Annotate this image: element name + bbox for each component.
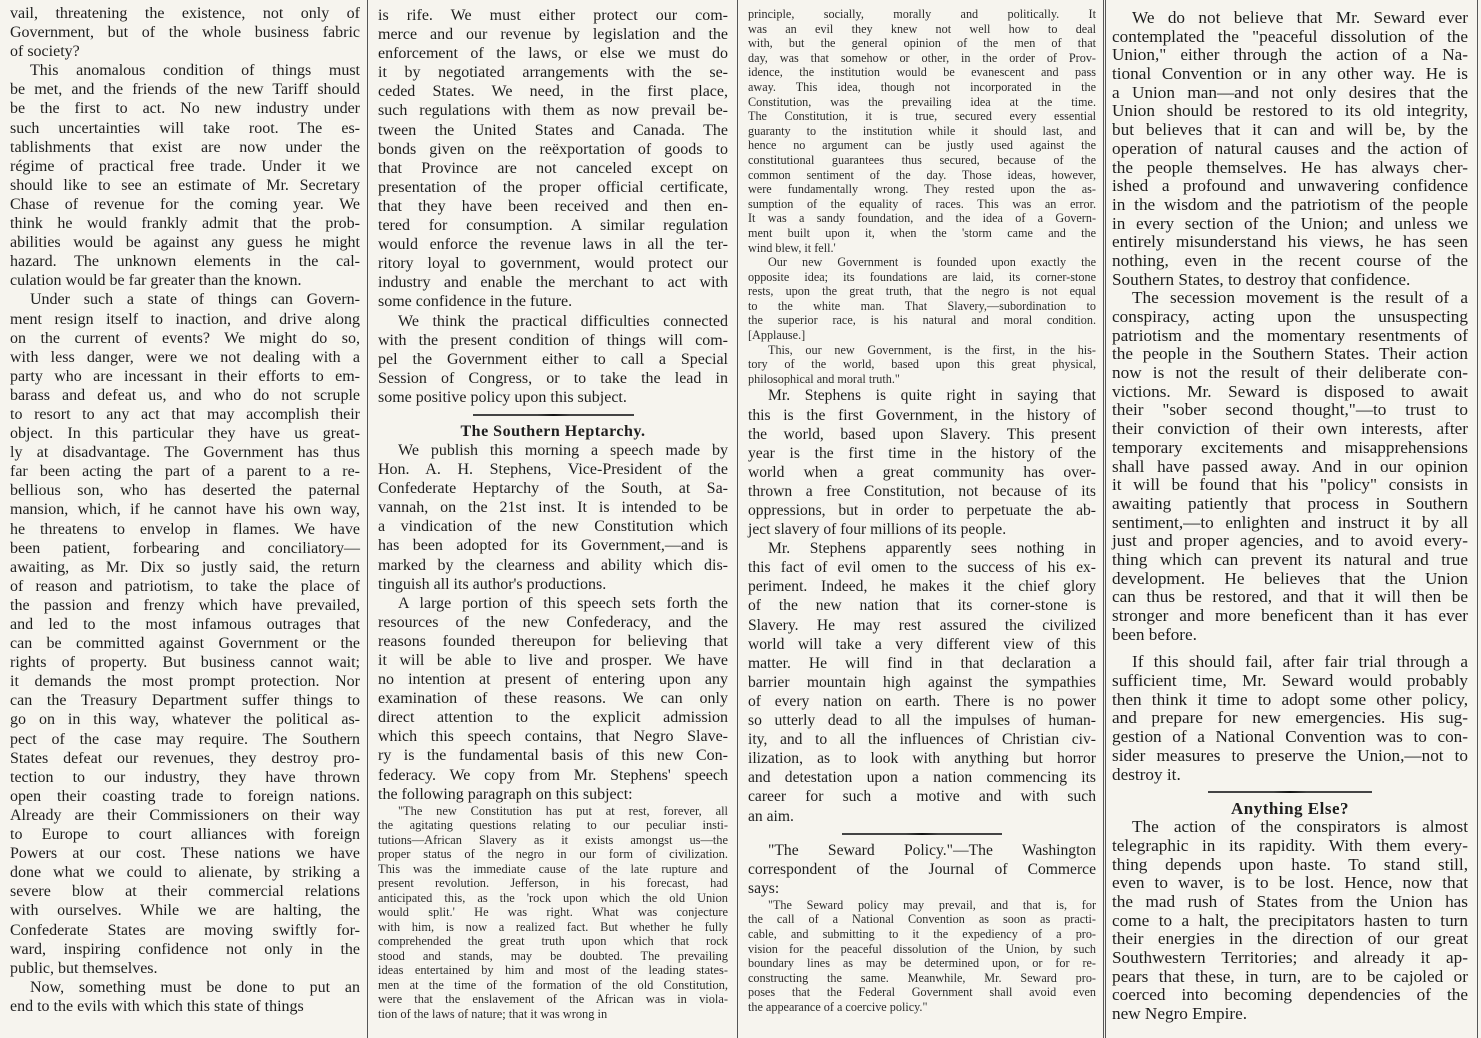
text-line: The Constitution, it is true, secured every essential [748, 109, 1096, 124]
section-divider [1208, 791, 1372, 793]
text-line: of society? [10, 43, 80, 61]
text-line: conspiracy, acting upon the unsuspecting [1112, 307, 1468, 326]
text-line: and prepare for new emergencies. His sug- [1112, 708, 1468, 728]
text-line: of reason and patriotism, to take the place of [10, 577, 360, 595]
paragraph [10, 4, 360, 61]
text-line: constructing the same. Meanwhile, Mr. Seward pro- [748, 970, 1096, 985]
text-line: the agitating questions relating to our peculiar insti- [378, 818, 728, 833]
text-line: but believes that it can and will be, by the [1112, 120, 1468, 140]
text-line: rests, upon the great truth, that the negro is not equal [748, 284, 1096, 299]
text-line: with less danger, were we not dealing with a [10, 348, 360, 366]
text-line: which this speech contains, that Negro Slave- [378, 728, 728, 746]
text-line: such regulations with them as now prevail be- [378, 102, 728, 120]
text-line: anticipated this, as the 'rock upon which the old Union [378, 890, 728, 905]
column-1 [10, 4, 360, 1016]
text-line: day, was that somehow or other, in the order of Prov- [748, 50, 1096, 65]
quoted-paragraph [748, 343, 1096, 387]
text-line: hazard. The unknown elements in the cal- [10, 253, 360, 271]
text-line: the following paragraph on this subject: [378, 785, 633, 803]
text-line: party who are incessant in their efforts to em- [10, 367, 360, 385]
text-line: mansion, which, if he cannot have his own way, [10, 501, 360, 519]
text-line: it will be found that his "policy" consists in [1112, 475, 1468, 495]
text-line: their energies in the direction of our great [1112, 929, 1468, 949]
text-line: the appearance of a coercive policy." [748, 1000, 928, 1015]
paragraph [1112, 818, 1468, 1024]
text-line: can be committed against Government or the [10, 635, 360, 653]
paragraph [10, 978, 360, 1016]
text-line: were that the enslavement of the African was in viola- [378, 992, 728, 1007]
text-line: It was a sandy foundation, and the idea of a Govern- [748, 211, 1096, 226]
text-line: Confederate Heptarchy of the South, at Sa- [378, 480, 728, 498]
text-line: tory of the world, based upon this great physical, [748, 357, 1096, 372]
column-4 [1112, 9, 1468, 1024]
text-line: Slavery. He may rest assured the civilized [748, 616, 1096, 634]
text-line: ject slavery of four millions of its people. [748, 521, 1007, 539]
text-line: were fundamentally wrong. They rested upon the as- [748, 182, 1096, 197]
text-line: tablishments that exist are now under the [10, 138, 360, 156]
text-line: tutions—African Slavery as it exists amongst us—the [378, 832, 728, 847]
text-line: come to a halt, the precipitators hasten to turn [1112, 910, 1468, 930]
text-line: This was the immediate cause of the late rupture and [378, 861, 728, 876]
text-line: Under such a state of things can Govern- [30, 291, 360, 309]
text-line: comprehended the great truth upon which that rock [378, 934, 728, 949]
heading-text: Anything Else? [1231, 799, 1349, 819]
text-line: Powers at our cost. These nations we have [10, 845, 360, 863]
text-line: Confederate States are moving swiftly for- [10, 921, 360, 939]
text-line: ceded States. We need, in the first place, [378, 83, 728, 101]
paragraph [748, 841, 1096, 898]
paragraph [748, 386, 1096, 539]
text-line: bonds given on the reëxportation of goods to [378, 140, 728, 158]
text-line: This anomalous condition of things must [30, 62, 360, 80]
text-line: tion of the laws of nature; that it was wrong in [378, 1006, 608, 1021]
text-line: Government, but of the whole business fabric [10, 24, 360, 42]
quoted-paragraph [748, 898, 1096, 1015]
column-3 [748, 7, 1096, 1015]
section-divider [842, 833, 1002, 835]
text-line: sumption of the equality of races. This was an error. [748, 196, 1096, 211]
text-line: some confidence in the future. [378, 293, 573, 311]
quoted-paragraph [748, 255, 1096, 343]
text-line: this fact of evil omen to the success of his ex- [748, 559, 1096, 577]
text-line: ritory loyal to government, would protect our [378, 255, 728, 273]
text-line: gestion of a National Convention was to con- [1112, 727, 1468, 747]
text-line: ward, inspiring confidence not only in the [10, 940, 360, 958]
text-line: then think it time to adopt some other policy, [1112, 689, 1468, 709]
text-line: and detestation upon a nation commencing its [748, 769, 1096, 787]
text-line: been before. [1112, 624, 1197, 644]
text-line: world will take a very different view of this [748, 635, 1096, 653]
text-line: A large portion of this speech sets forth the [398, 594, 728, 612]
text-line: "The new Constitution has put at rest, forever, all [398, 803, 728, 818]
text-line: with ourselves. While we are halting, the [10, 902, 360, 920]
text-line: the people in the Southern States. Their action [1112, 344, 1468, 364]
text-line: Chase of revenue for the coming year. We [10, 195, 360, 213]
text-line: Constitution, was the prevailing idea at the time. [748, 94, 1096, 109]
text-line: a Union man—and not only desires that the [1112, 82, 1468, 102]
column-rule [1105, 0, 1106, 1038]
paragraph [10, 290, 360, 977]
text-line: telegraphic in its rapidity. With them every- [1112, 835, 1468, 855]
text-line: is rife. We must either protect our com- [378, 7, 728, 24]
text-line: to resort to any act that may accomplish their [10, 405, 360, 423]
column-rule [737, 0, 738, 1038]
text-line: it demands the most prompt protection. Nor [10, 673, 360, 691]
text-line: be the first to act. No new industry under [10, 100, 360, 118]
text-line: with, but the general opinion of the men of that [748, 36, 1096, 51]
text-line: sentiment,—to enlighten and instruct it by all [1112, 512, 1468, 532]
text-line: correspondent of the Journal of Commerce [748, 860, 1096, 878]
paragraph [378, 594, 728, 804]
text-line: even to waver, is to be lost. Hence, now that [1112, 873, 1468, 893]
text-line: he threatens to envelop in flames. We have [10, 520, 360, 538]
column-rule [1477, 0, 1478, 1038]
text-line: sider measures to preserve the Union,—not to [1112, 745, 1468, 765]
text-line: tered for consumption. A similar regulation [378, 217, 728, 235]
text-line: Mr. Stephens apparently sees nothing in [768, 540, 1096, 558]
text-line: awaiting patiently that process in Southern [1112, 493, 1468, 513]
text-line: the passion and frenzy which have prevailed, [10, 596, 360, 614]
text-line: go on in this way, whatever the political as- [10, 711, 360, 729]
text-line: open their coasting trade to foreign nations. [10, 787, 360, 805]
text-line: thing depends upon haste. To stand still, [1112, 854, 1468, 874]
text-line: presentation of the proper official certificate, [378, 178, 728, 196]
text-line: new Negro Empire. [1112, 1004, 1248, 1024]
text-line: boundary lines as may be determined upon, or for re- [748, 956, 1096, 971]
text-line: Mr. Stephens is quite right in saying that [768, 387, 1096, 405]
text-line: merce and our revenue by legislation and the [378, 26, 728, 44]
text-line: present revolution. Jefferson, in his forecast, had [378, 876, 728, 891]
paragraph [378, 6, 728, 312]
text-line: cable, and submitting to it the expediency of a pro- [748, 927, 1096, 942]
text-line: temporary excitements and misapprehensions [1112, 437, 1468, 457]
section-divider [473, 414, 634, 416]
paragraph [10, 61, 360, 290]
text-line: We do not believe that Mr. Seward ever [1132, 8, 1468, 27]
text-line: that Province are not canceled except on [378, 159, 728, 177]
text-line: reasons founded thereupon for believing that [378, 632, 728, 650]
text-line: with him, is now a realized fact. But whether he fully [378, 919, 728, 934]
text-line: common sentiment of the day. Those ideas, however, [748, 167, 1096, 182]
text-line: the world, based upon Slavery. This present [748, 425, 1096, 443]
text-line: idence, the institution would be evanescent and pass [748, 65, 1096, 80]
text-line: awaiting, as Mr. Dix so justly said, the return [10, 558, 360, 576]
paragraph [1112, 653, 1468, 784]
column-rule [367, 0, 368, 1038]
text-line: an aim. [748, 807, 794, 825]
text-line: guaranty to the institution while it should last, and [748, 123, 1096, 138]
text-line: development. He believes that the Union [1112, 568, 1468, 588]
text-line: tinguish all its author's productions. [378, 575, 607, 593]
text-line: vision for the peaceful dissolution of the Union, by such [748, 941, 1096, 956]
text-line: the mad rush of States from the Union has [1112, 891, 1468, 911]
text-line: that they have been received and then en- [378, 197, 728, 215]
text-line: barrier mountain high against the sympathies [748, 673, 1096, 691]
text-line: no intention at present of entering upon any [378, 671, 728, 689]
paragraph [748, 539, 1096, 825]
text-line: Session of Congress, or to take the lead in [378, 369, 728, 387]
text-line: in every section of the Union; and unless we [1112, 213, 1468, 233]
text-line: We publish this morning a speech made by [398, 441, 728, 459]
text-line: the call of a National Convention as soon as practi- [748, 912, 1096, 927]
paragraph [1112, 9, 1468, 289]
text-line: ry is the fundamental basis of this new Con- [378, 747, 728, 765]
text-line: operation of natural causes and the action of [1112, 138, 1468, 158]
text-line: entirely misunderstand his views, he has seen [1112, 232, 1468, 252]
text-line: poses that the Federal Government shall avoid even [748, 985, 1096, 1000]
text-line: patriotism and the momentary resentments of [1112, 325, 1468, 345]
text-line: career for such a motive and with such [748, 788, 1096, 806]
text-line: oppressions, but in order to perpetuate the ab- [748, 502, 1096, 519]
paragraph [378, 312, 728, 407]
text-line: nothing, even in the recent course of the [1112, 250, 1468, 270]
text-line: pect of the case may require. The Southern [10, 730, 360, 748]
text-line: object. In this particular they have us great- [10, 425, 360, 443]
text-line: men at the time of the formation of the old Constitution, [378, 977, 728, 992]
quoted-paragraph [748, 7, 1096, 255]
text-line: far been acting the part of a parent to a re- [10, 463, 360, 481]
paragraph [378, 441, 728, 594]
text-line: year is the first time in the history of the [748, 444, 1096, 462]
text-line: to Europe to court alliances with foreign [10, 826, 360, 844]
article-heading [378, 422, 728, 441]
text-line: away. This idea, though not incorporated in the [748, 79, 1096, 94]
text-line: think he would frankly admit that the prob- [10, 215, 360, 233]
text-line: Hon. A. H. Stephens, Vice-President of the [378, 461, 728, 479]
text-line: The secession movement is the result of a [1132, 288, 1468, 308]
text-line: sufficient time, Mr. Seward would probably [1112, 671, 1468, 691]
text-line: of every nation on earth. There is no power [748, 692, 1096, 710]
quoted-paragraph [378, 804, 728, 1022]
text-line: so utterly dead to all the impulses of human- [748, 712, 1096, 730]
text-line: and led to the most infamous outrages that [10, 616, 360, 633]
text-line: tional Convention or in any other way. He is [1112, 64, 1468, 84]
text-line: some positive policy upon this subject. [378, 388, 627, 406]
text-line: We think the practical difficulties connected [398, 312, 728, 330]
text-line: ished a profound and unwavering confidence [1112, 176, 1468, 196]
text-line: ment built upon it, when the 'storm came and the [748, 225, 1096, 240]
text-line: done what we could to alienate, by striking a [10, 864, 360, 882]
text-line: the superior race, is his natural and moral condition. [748, 313, 1096, 328]
text-line: federacy. We copy from Mr. Stephens' speech [378, 766, 728, 784]
text-line: vail, threatening the existence, not only of [10, 5, 360, 22]
text-line: matter. He will find in that declaration a [748, 654, 1096, 672]
text-line: thing which can prevent its natural and true [1112, 549, 1468, 569]
text-line: ity, and to all the influences of Christian civ- [748, 731, 1096, 749]
text-line: industry and enable the merchant to act with [378, 274, 728, 292]
text-line: stood and stands, may be doubted. The prevailing [378, 948, 728, 963]
text-line: If this should fail, after fair trial through a [1132, 652, 1468, 672]
text-line: was an evil they knew not well how to deal [748, 21, 1096, 36]
text-line: to the white man. That Slavery,—subordination to [748, 298, 1096, 313]
text-line: now is not the result of their deliberate con- [1112, 363, 1468, 383]
text-line: Now, something must be done to put an [30, 978, 360, 996]
text-line: Southern States, to destroy that confidence. [1112, 269, 1411, 289]
text-line: Our new Government is founded upon exactly the [768, 255, 1096, 270]
heading-text: The Southern Heptarchy. [460, 422, 646, 440]
text-line: thrown a free Constitution, not because of its [748, 482, 1096, 500]
text-line: tection to our industry, they have thrown [10, 768, 360, 786]
text-line: The action of the conspirators is almost [1132, 817, 1468, 837]
text-line: Union," either through the action of a Na- [1112, 45, 1468, 65]
text-line: examination of these reasons. We can only [378, 690, 728, 708]
text-line: "The Seward Policy."—The Washington [768, 841, 1096, 859]
text-line: This, our new Government, is the first, in the his- [768, 342, 1096, 357]
text-line: vannah, on the 21st inst. It is intended to be [378, 499, 728, 517]
text-line: direct attention to the explicit admission [378, 709, 728, 727]
text-line: with the present condition of things will com- [378, 331, 728, 349]
text-line: of the new nation that its corner-stone is [748, 597, 1096, 615]
text-line: ilization, as to look with anything but horror [748, 750, 1096, 768]
text-line: would enforce the revenue laws in all the ter- [378, 236, 728, 254]
text-line: culation would be far greater than the known. [10, 272, 302, 290]
text-line: "The Seward policy may prevail, and that is, for [768, 897, 1096, 912]
text-line: has been adopted for its Government,—and is [378, 537, 728, 555]
text-line: stronger and more beneficent than it has ever [1112, 606, 1468, 625]
text-line: severe blow at their commercial relations [10, 883, 360, 901]
text-line: be met, and the friends of the new Tariff should [10, 81, 360, 99]
text-line: ideas entertained by him and most of the leading states- [378, 963, 728, 978]
text-line: principle, socially, morally and politically. It [748, 7, 1096, 21]
text-line: barass and defeat us, and who do not scruple [10, 386, 360, 404]
text-line: hence no argument can be justly used against the [748, 138, 1096, 153]
paragraph [1112, 289, 1468, 644]
text-line: Already are their Commissioners on their way [10, 806, 360, 824]
column-2 [378, 6, 728, 1021]
text-line: proper status of the negro in our form of civilization. [378, 847, 728, 862]
text-line: shall have passed away. And in our opinion [1112, 456, 1468, 476]
text-line: enforcement of the laws, or else we must do [378, 45, 728, 63]
text-line: periment. Indeed, he makes it the chief glory [748, 578, 1096, 596]
text-line: the people themselves. He has always cher- [1112, 157, 1468, 177]
article-heading [1112, 799, 1468, 818]
text-line: contemplated the "peaceful dissolution of the [1112, 26, 1468, 46]
text-line: marked by the clearness and ability which dis- [378, 556, 728, 574]
text-line: philosophical and moral truth." [748, 371, 900, 386]
text-line: constitutional guarantees thus secured, because of the [748, 152, 1096, 167]
text-line: says: [748, 879, 780, 897]
text-line: been patient, forbearing and conciliatory— [10, 539, 360, 557]
text-line: abilities would be against any guess he might [10, 234, 360, 252]
text-line: can the Treasury Department suffer things to [10, 692, 360, 710]
text-line: can thus be restored, and that it will then be [1112, 587, 1468, 607]
text-line: their conviction of their own interests, after [1112, 419, 1468, 439]
text-line: opposite idea; its foundations are laid, its corner-stone [748, 269, 1096, 284]
text-line: ly at disadvantage. The Government has thus [10, 444, 360, 462]
text-line: ment resign itself to inaction, and drive along [10, 310, 360, 328]
text-line: destroy it. [1112, 764, 1181, 784]
text-line: would split.' He was right. What was conjecture [378, 905, 728, 920]
text-line: States defeat our revenues, they destroy pro- [10, 749, 360, 767]
text-line: a vindication of the new Constitution which [378, 518, 728, 536]
text-line: rights of property. But business cannot wait; [10, 654, 360, 672]
text-line: just and proper agencies, and to avoid every- [1112, 531, 1468, 551]
text-line: this is the first Government, in the history of [748, 406, 1096, 424]
text-line: public, but themselves. [10, 959, 158, 977]
column-rule [1103, 0, 1104, 1038]
text-line: [Applause.] [748, 328, 806, 343]
text-line: coerced into becoming dependencies of the [1112, 985, 1468, 1005]
text-line: end to the evils with which this state of things [10, 997, 304, 1015]
text-line: Union should be restored to its old integrity, [1112, 101, 1468, 121]
text-line: régime of practical free trade. Under it we [10, 157, 360, 175]
text-line: on the current of events? We might do so, [10, 329, 360, 347]
text-line: such uncertainties will take root. The es- [10, 119, 360, 137]
text-line: world when a great community has over- [748, 463, 1096, 481]
text-line: resources of the new Confederacy, and the [378, 613, 728, 631]
text-line: pears that these, in turn, are to be cajoled or [1112, 966, 1468, 986]
text-line: tween the United States and Canada. The [378, 121, 728, 139]
text-line: it by negotiated arrangements with the se- [378, 64, 728, 82]
text-line: should like to see an estimate of Mr. Secretary [10, 176, 360, 194]
text-line: wind blew, it fell.' [748, 240, 836, 255]
text-line: victions. Mr. Seward is disposed to await [1112, 381, 1468, 401]
text-line: pel the Government either to call a Special [378, 350, 728, 368]
text-line: bellious son, who has deserted the paternal [10, 482, 360, 500]
text-line: Southwestern Territories; and already it ap- [1112, 948, 1468, 967]
text-line: it will be able to live and prosper. We have [378, 652, 728, 669]
text-line: their "sober second thought,"—to trust to [1112, 400, 1468, 420]
text-line: in the wisdom and the patriotism of the people [1112, 194, 1468, 214]
